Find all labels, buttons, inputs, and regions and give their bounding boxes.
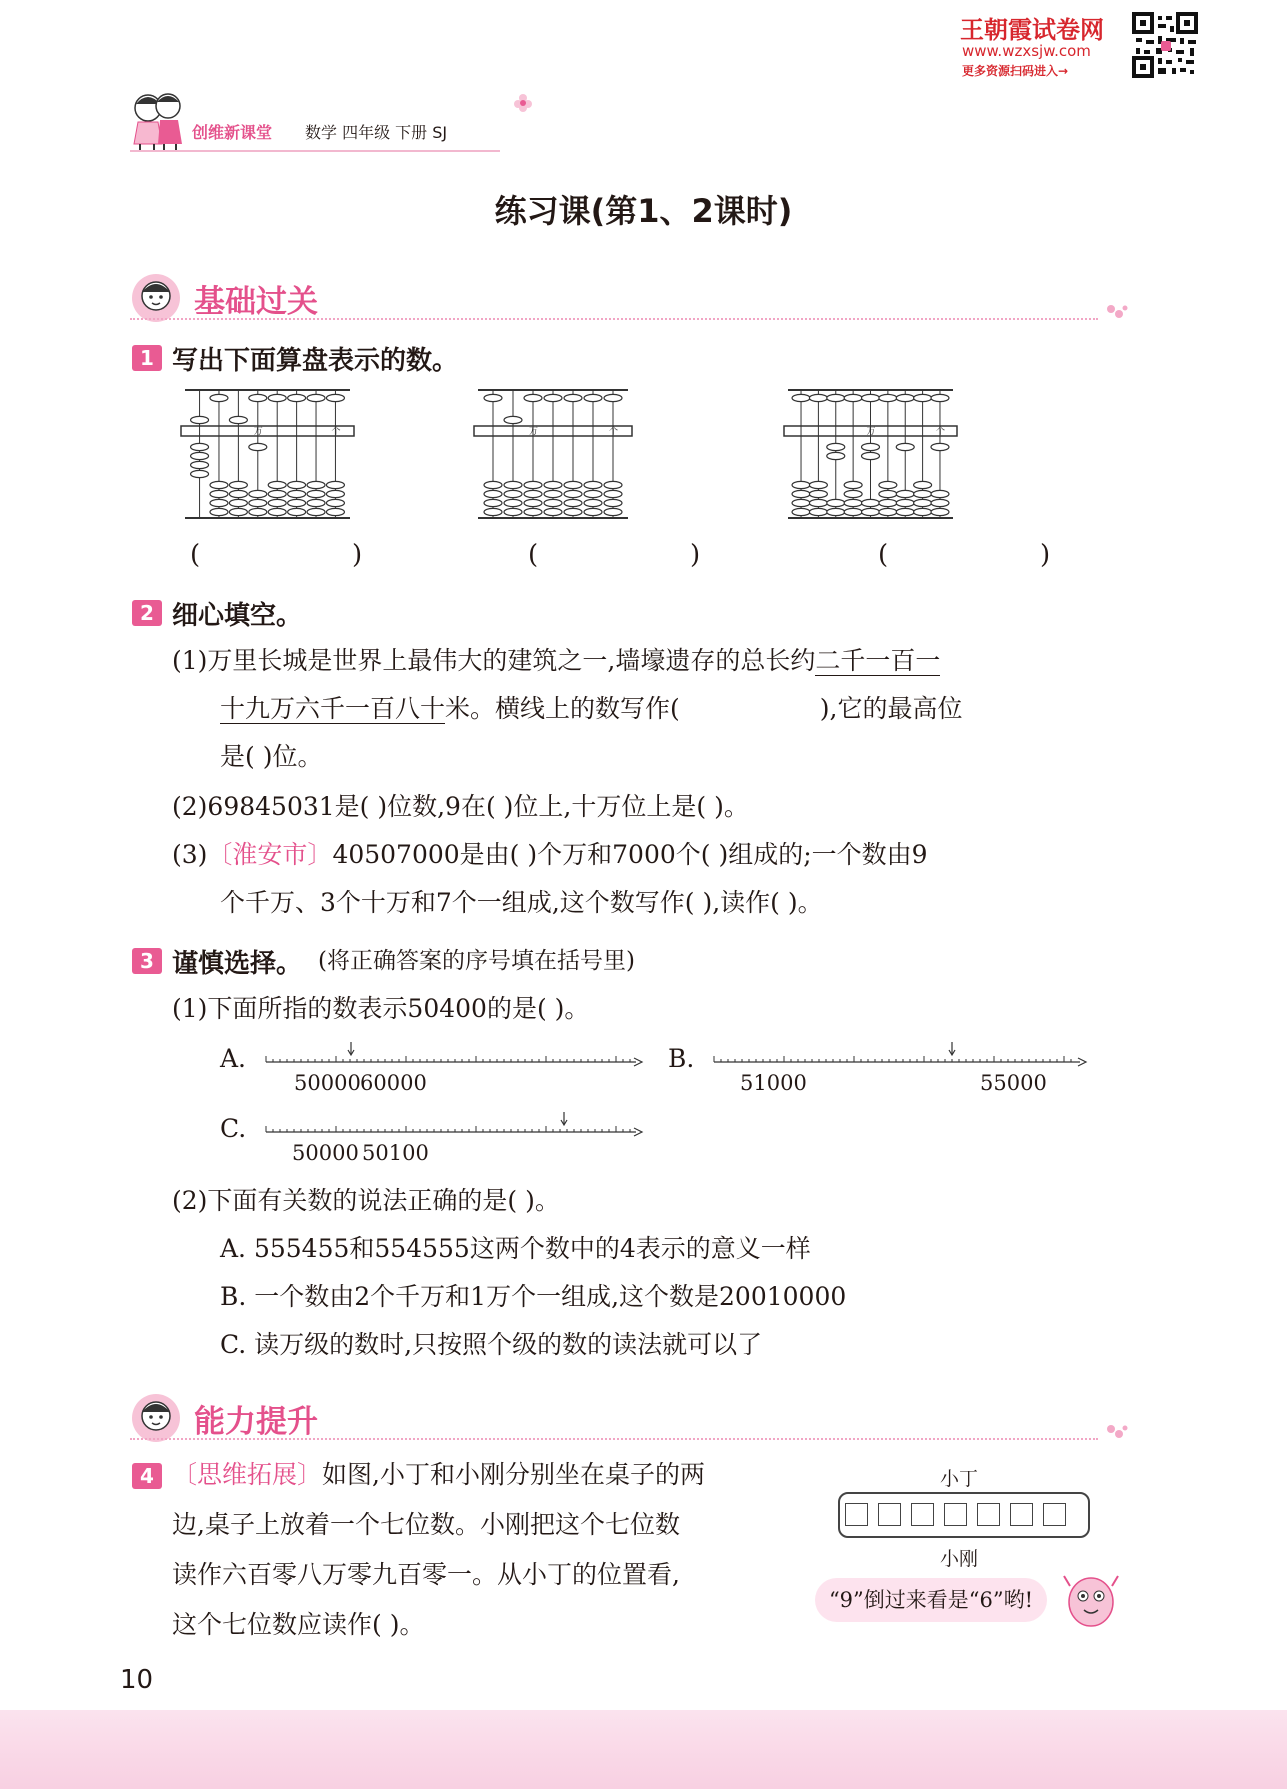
abacus-bead	[288, 481, 306, 488]
abacus-bead	[288, 508, 306, 515]
q2-item-1-suffix: ),它的最高位	[819, 694, 963, 723]
question-3-text: 谨慎选择。	[172, 949, 303, 979]
abacus-bead	[584, 490, 602, 497]
q4-tag: 〔思维拓展〕	[172, 1460, 323, 1489]
q3-item-2-option-c[interactable]: C. 读万级的数时,只按照个级的数的读法就可以了	[220, 1330, 763, 1359]
abacus-bead	[827, 394, 845, 401]
q2-item-3-text[interactable]: 40507000是由( )个万和7000个( )组成的;一个数由9	[332, 840, 928, 869]
abacus-bead	[896, 490, 914, 497]
abacus-bead	[862, 499, 880, 506]
abacus-bead	[288, 499, 306, 506]
q1-blank-2-close[interactable]: )	[690, 540, 701, 570]
abacus-bead	[307, 508, 325, 515]
q4-line-1-text: 如图,小丁和小刚分别坐在桌子的两	[322, 1460, 705, 1489]
q2-item-1-blank-text[interactable]: 米。横线上的数写作(	[445, 694, 680, 723]
q2-item-1-line-1	[172, 646, 940, 676]
abacus-bead	[564, 499, 582, 506]
abacus-bead	[879, 508, 897, 515]
abacus-bead	[809, 499, 827, 506]
abacus-bead	[191, 461, 209, 468]
abacus-bead	[484, 499, 502, 506]
abacus-bead	[879, 490, 897, 497]
abacus-bead	[249, 490, 267, 497]
brand-name: 王朝霞试卷网	[960, 16, 1104, 44]
abacus-bead	[896, 443, 914, 450]
q2-item-1-line-3[interactable]: 是( )位。	[220, 742, 323, 771]
abacus-bead	[604, 490, 622, 497]
number-line-c-tick-2: 50100	[362, 1141, 429, 1165]
q4-line-1	[172, 1460, 705, 1490]
abacus-figures	[180, 384, 1080, 524]
qr-code-icon[interactable]	[1132, 12, 1198, 78]
section-title-basic: 基础过关	[194, 284, 318, 320]
abacus-bead	[809, 394, 827, 401]
abacus-label-wan: 万	[866, 427, 876, 437]
abacus-bead	[809, 508, 827, 515]
abacus-bead	[268, 499, 286, 506]
q4-line-3: 读作六百零八万零九百零一。从小丁的位置看,	[172, 1560, 680, 1589]
abacus-bead	[564, 490, 582, 497]
number-line-a-tick-1: 50000	[294, 1071, 361, 1095]
abacus-bead	[792, 490, 810, 497]
abacus-bead	[229, 416, 247, 423]
question-number-4: 4	[132, 1463, 162, 1489]
abacus-bead	[604, 508, 622, 515]
abacus-label-wan: 万	[253, 427, 263, 437]
abacus-bead	[862, 452, 880, 459]
q3-item-2[interactable]: (2)下面有关数的说法正确的是( )。	[172, 1186, 560, 1215]
abacus-bead	[524, 499, 542, 506]
abacus-bead	[307, 481, 325, 488]
section-mascot-icon	[128, 272, 184, 324]
abacus-bead	[268, 490, 286, 497]
abacus-bead	[931, 508, 949, 515]
section-title-advanced: 能力提升	[194, 1404, 318, 1440]
number-line-b-tick-1: 51000	[740, 1071, 807, 1095]
abacus-bead	[210, 394, 228, 401]
question-3-note: (将正确答案的序号填在括号里)	[318, 948, 635, 974]
abacus-bead	[914, 499, 932, 506]
kids-mascot-icon	[128, 88, 188, 154]
abacus-label-ge: 个	[609, 427, 619, 437]
digit-cell	[977, 1503, 1000, 1526]
digit-cell	[845, 1503, 868, 1526]
abacus-bead	[564, 394, 582, 401]
abacus-bead	[326, 508, 344, 515]
abacus-bead	[249, 508, 267, 515]
q1-blank-3-open: (	[878, 540, 889, 570]
flower-decoration-icon	[512, 92, 534, 114]
abacus-label-ge: 个	[935, 427, 945, 437]
q3-option-a-label[interactable]: A.	[220, 1044, 247, 1073]
abacus-bead	[584, 481, 602, 488]
abacus-bead	[879, 499, 897, 506]
abacus-bead	[229, 490, 247, 497]
abacus-bead	[210, 481, 228, 488]
abacus-label-wan: 万	[529, 427, 539, 437]
number-line-a-tick-2: 60000	[360, 1071, 427, 1095]
abacus-bead	[792, 508, 810, 515]
q1-blank-1-open: (	[190, 540, 201, 570]
abacus-bead	[931, 490, 949, 497]
abacus-bead	[484, 481, 502, 488]
abacus-bead	[792, 481, 810, 488]
section-divider-basic	[130, 318, 1098, 320]
book-info: 数学 四年级 下册 SJ	[305, 123, 448, 142]
q2-underlined-number-part-1: 二千一百一	[815, 646, 941, 675]
abacus-bead	[914, 481, 932, 488]
abacus-bead	[229, 508, 247, 515]
header-divider	[130, 150, 500, 152]
abacus-bead	[326, 490, 344, 497]
abacus-bead	[604, 481, 622, 488]
abacus-bead	[809, 481, 827, 488]
abacus-bead	[484, 508, 502, 515]
question-number-2: 2	[132, 600, 162, 626]
abacus-bead	[827, 508, 845, 515]
digit-cell	[1010, 1503, 1033, 1526]
abacus-bead	[524, 490, 542, 497]
abacus-bead	[326, 499, 344, 506]
abacus-bead	[210, 508, 228, 515]
q3-item-2-option-b[interactable]: B. 一个数由2个千万和1万个一组成,这个数是20010000	[220, 1282, 847, 1311]
q2-item-3-line-1[interactable]	[172, 840, 928, 870]
abacus-bead	[879, 394, 897, 401]
abacus-bead	[191, 443, 209, 450]
abacus-bead	[844, 481, 862, 488]
abacus-bead	[544, 394, 562, 401]
abacus-bead	[827, 499, 845, 506]
abacus-bead	[307, 490, 325, 497]
abacus-bead	[191, 452, 209, 459]
abacus-bead	[792, 499, 810, 506]
q2-item-3-source-tag: 〔淮安市〕	[207, 840, 333, 869]
question-2-text: 细心填空。	[172, 601, 303, 631]
digit-cell	[878, 1503, 901, 1526]
abacus-bead	[844, 499, 862, 506]
q2-item-3-prefix: (3)	[172, 840, 208, 869]
abacus-bead	[931, 499, 949, 506]
dots-decoration-icon-2	[1106, 1424, 1128, 1440]
abacus-bead	[307, 394, 325, 401]
abacus-bead	[844, 490, 862, 497]
abacus-bead	[484, 394, 502, 401]
abacus-bead	[229, 499, 247, 506]
question-number-1: 1	[132, 345, 162, 371]
abacus-bead	[896, 394, 914, 401]
abacus-bead	[504, 508, 522, 515]
q4-line-2: 边,桌子上放着一个七位数。小刚把这个七位数	[172, 1510, 680, 1539]
abacus-bead	[210, 499, 228, 506]
digit-cell	[944, 1503, 967, 1526]
abacus-bead	[914, 490, 932, 497]
abacus-bead	[504, 499, 522, 506]
abacus-bead	[564, 481, 582, 488]
abacus-bead	[879, 481, 897, 488]
abacus-bead	[844, 508, 862, 515]
q3-item-1[interactable]: (1)下面所指的数表示50400的是( )。	[172, 994, 590, 1023]
abacus-bead	[326, 481, 344, 488]
number-line-b-tick-2: 55000	[980, 1071, 1047, 1095]
abacus-label-ge: 个	[331, 427, 341, 437]
abacus-bead	[249, 394, 267, 401]
abacus-bead	[504, 416, 522, 423]
abacus-bead	[229, 481, 247, 488]
abacus-bead	[604, 394, 622, 401]
q1-blank-3-close[interactable]: )	[1040, 540, 1051, 570]
abacus-bead	[844, 394, 862, 401]
abacus-bead	[288, 490, 306, 497]
abacus-bead	[862, 508, 880, 515]
question-1-text: 写出下面算盘表示的数。	[172, 346, 459, 376]
abacus-bead	[604, 499, 622, 506]
q3-option-c-label[interactable]: C.	[220, 1114, 247, 1143]
abacus-bead	[931, 443, 949, 450]
abacus-bead	[249, 499, 267, 506]
section-divider-advanced	[130, 1438, 1098, 1440]
abacus-bead	[326, 394, 344, 401]
q2-item-1-text: (1)万里长城是世界上最伟大的建筑之一,墙壕遗存的总长约	[172, 646, 816, 675]
abacus-beam	[181, 426, 354, 436]
dots-decoration-icon	[1106, 304, 1128, 320]
abacus-bead	[504, 481, 522, 488]
abacus-bead	[914, 394, 932, 401]
abacus-bead	[564, 508, 582, 515]
cartoon-mascot-icon	[1058, 1568, 1124, 1634]
q1-blank-2-open: (	[528, 540, 539, 570]
q2-item-1-line-2	[220, 694, 962, 724]
abacus-bead	[268, 508, 286, 515]
abacus-bead	[792, 394, 810, 401]
abacus-bead	[288, 394, 306, 401]
hint-bubble: “9”倒过来看是“6”哟!	[815, 1578, 1047, 1622]
label-xiaogang: 小刚	[940, 1548, 979, 1570]
abacus-bead	[827, 452, 845, 459]
section-mascot-icon-2	[128, 1392, 184, 1444]
abacus-bead	[191, 470, 209, 477]
footer-band	[0, 1710, 1287, 1789]
abacus-bead	[809, 490, 827, 497]
q3-item-2-option-a[interactable]: A. 555455和554555这两个数中的4表示的意义一样	[220, 1234, 811, 1263]
abacus-bead	[268, 481, 286, 488]
digit-cell	[1043, 1503, 1066, 1526]
q2-item-3-line-2[interactable]: 个千万、3个十万和7个一组成,这个数写作( ),读作( )。	[220, 888, 823, 917]
abacus-bead	[862, 394, 880, 401]
abacus-bead	[210, 490, 228, 497]
abacus-bead	[544, 508, 562, 515]
brand-tagline: 更多资源扫码进入→	[962, 64, 1069, 78]
abacus-bead	[191, 416, 209, 423]
q4-line-4[interactable]: 这个七位数应读作( )。	[172, 1610, 425, 1639]
q2-item-2[interactable]: (2)69845031是( )位数,9在( )位上,十万位上是( )。	[172, 792, 749, 821]
abacus-bead	[896, 508, 914, 515]
q2-underlined-number-part-2: 十九万六千一百八十	[220, 694, 446, 723]
abacus-bead	[584, 508, 602, 515]
abacus-bead	[524, 394, 542, 401]
abacus-bead	[268, 394, 286, 401]
abacus-bead	[249, 443, 267, 450]
q1-blank-1-close[interactable]: )	[352, 540, 363, 570]
abacus-bead	[584, 499, 602, 506]
brand-url[interactable]: www.wzxsjw.com	[962, 42, 1091, 60]
abacus-bead	[544, 499, 562, 506]
page-title: 练习课(第1、2课时)	[494, 192, 793, 230]
abacus-bead	[914, 508, 932, 515]
abacus-bead	[931, 394, 949, 401]
abacus-bead	[524, 481, 542, 488]
page-number: 10	[120, 1665, 154, 1695]
abacus-bead	[544, 490, 562, 497]
desk-with-digits	[838, 1492, 1090, 1538]
series-name: 创维新课堂	[192, 123, 273, 142]
abacus-bead	[524, 508, 542, 515]
abacus-bead	[584, 394, 602, 401]
question-number-3: 3	[132, 948, 162, 974]
abacus-bead	[896, 499, 914, 506]
label-xiaoding: 小丁	[940, 1468, 979, 1490]
abacus-bead	[827, 443, 845, 450]
abacus-bead	[484, 490, 502, 497]
abacus-bead	[504, 490, 522, 497]
abacus-bead	[307, 499, 325, 506]
abacus-bead	[862, 443, 880, 450]
q3-option-b-label[interactable]: B.	[668, 1044, 695, 1073]
number-line-c-tick-1: 50000	[292, 1141, 359, 1165]
digit-cell	[911, 1503, 934, 1526]
abacus-bead	[544, 481, 562, 488]
